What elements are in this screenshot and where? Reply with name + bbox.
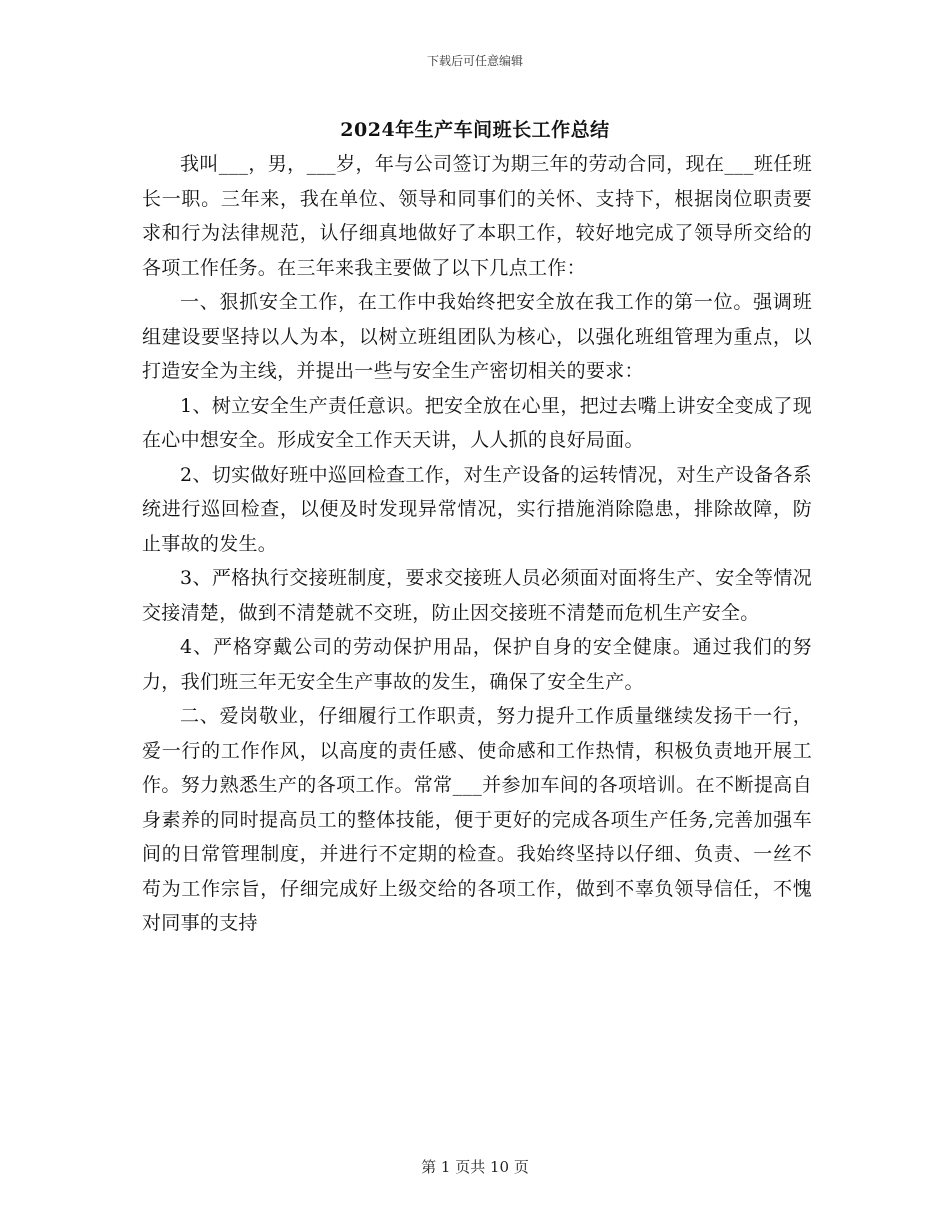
page-number: 第 1 页共 10 页	[421, 1158, 529, 1176]
paragraph-safety: 一、狠抓安全工作，在工作中我始终把安全放在我工作的第一位。强调班组建设要坚持以人为本，以树立班组团队为核心，以强化班组管理为重点，以打造安全为主线，并提出一些与安全生产密切相关的要求：	[142, 291, 812, 382]
paragraph-item-2: 2、切实做好班中巡回检查工作，对生产设备的运转情况，对生产设备各系统进行巡回检查，以便及时发现异常情况，实行措施消除隐患，排除故障，防止事故的发生。	[142, 463, 812, 555]
paragraph-dedication: 二、爱岗敬业，仔细履行工作职责，努力提升工作质量继续发扬干一行，爱一行的工作作风，以高度的责任感、使命感和工作热情，积极负责地开展工作。努力熟悉生产的各项工作。常常___并参加车间的各项培训。在不断提高自身素养的同时提高员工的整体技能，便于更好的完成各项生产任务,完善加强车间的日常管理制度，并进行不定期的检查。我始终坚持以仔细、负责、一丝不苟为工作宗旨，仔细完成好上级交给的各项工作，做到不辜负领导信任，不愧对同事的支持	[142, 705, 812, 934]
paragraph-item-1: 1、树立安全生产责任意识。把安全放在心里，把过去嘴上讲安全变成了现在心中想安全。形成安全工作天天讲，人人抓的良好局面。	[142, 394, 812, 451]
document-body	[142, 147, 812, 941]
paragraph-intro: 我叫___，男，___岁，年与公司签订为期三年的劳动合同，现在___班任班长一职。三年来，我在单位、领导和同事们的关怀、支持下，根据岗位职责要求和行为法律规范，认仔细真地做好了本职工作，较好地完成了领导所交给的各项工作任务。在三年来我主要做了以下几点工作：	[142, 153, 812, 279]
document-title: 2024年生产车间班长工作总结	[340, 119, 610, 141]
header-note: 下载后可任意编辑	[426, 54, 523, 68]
paragraph-item-3: 3、严格执行交接班制度，要求交接班人员必须面对面将生产、安全等情况交接清楚，做到不清楚就不交班，防止因交接班不清楚而危机生产安全。	[142, 567, 812, 624]
paragraph-item-4: 4、严格穿戴公司的劳动保护用品，保护自身的安全健康。通过我们的努力，我们班三年无安全生产事故的发生，确保了安全生产。	[142, 636, 812, 693]
